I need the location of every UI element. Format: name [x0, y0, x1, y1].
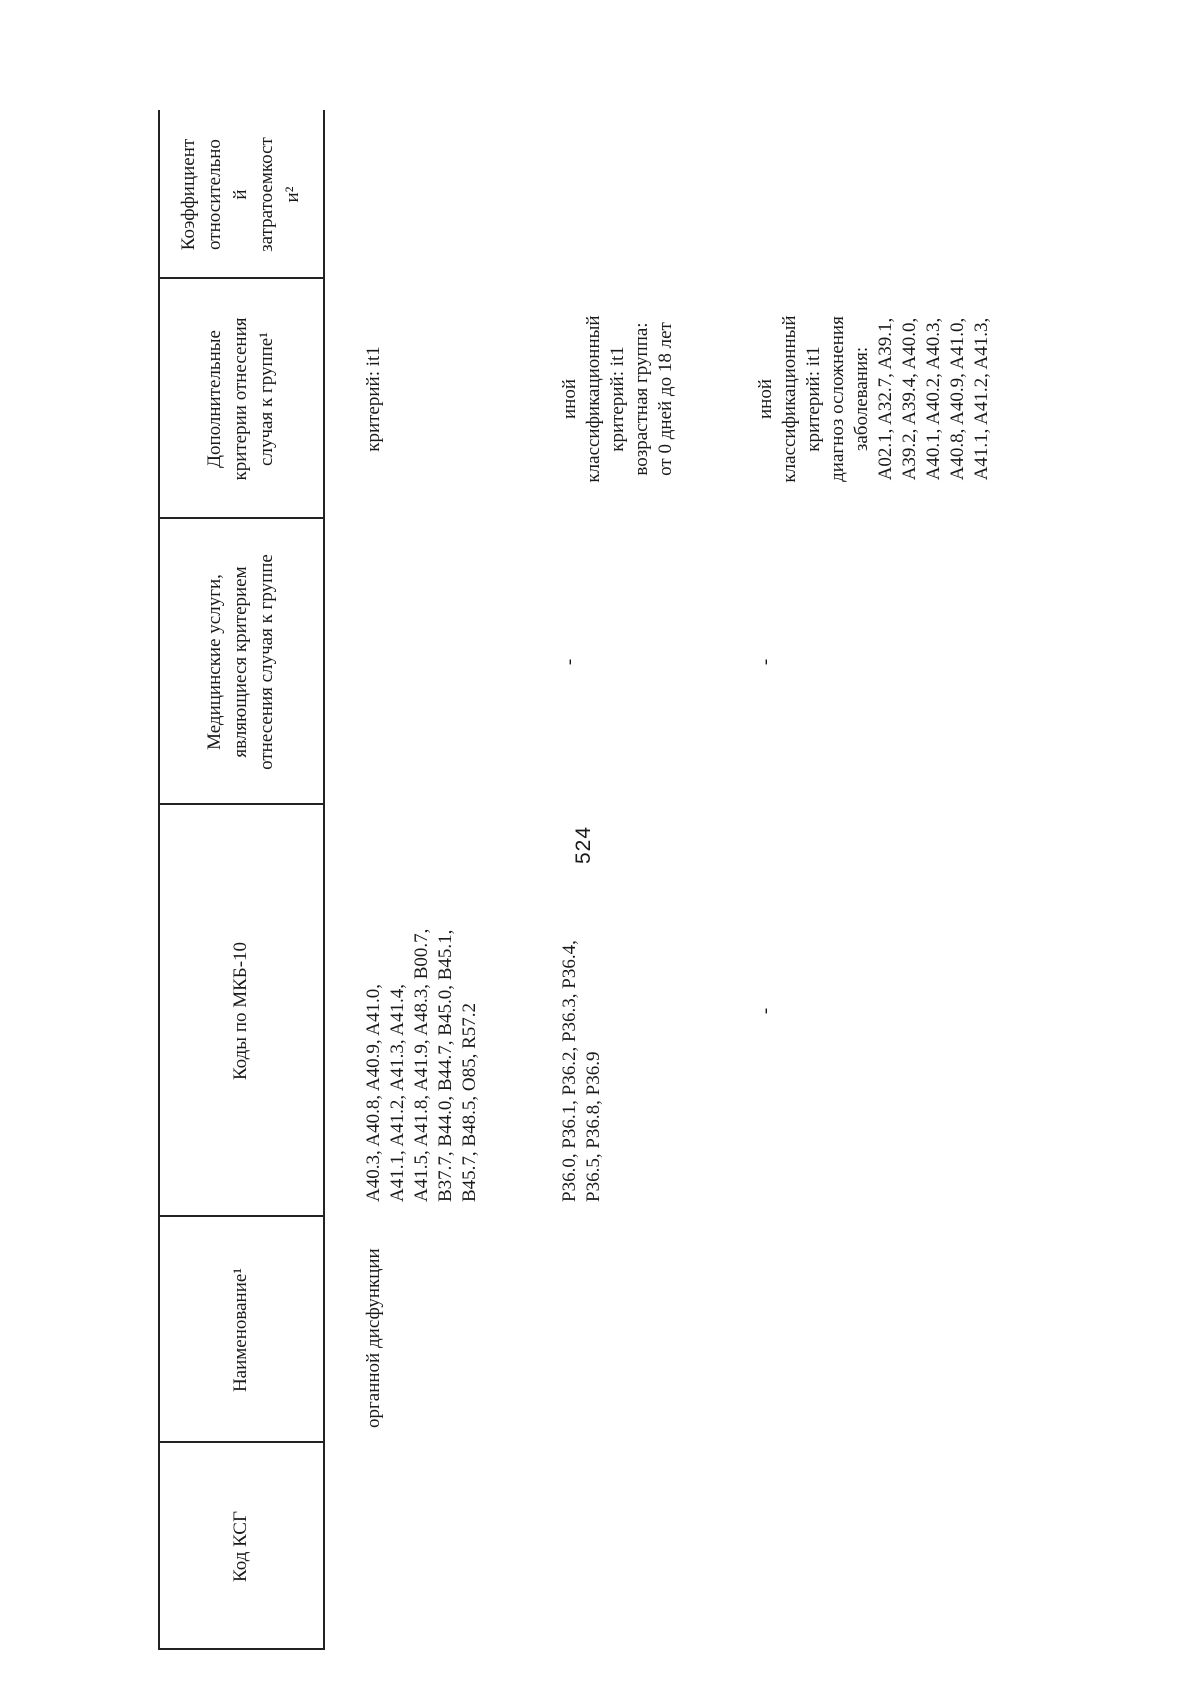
rotated-table [158, 110, 992, 1650]
row2-services: - [559, 658, 580, 666]
header-code: Код КСГ [229, 1511, 251, 1582]
header-icd: Коды по МКБ-10 [229, 941, 251, 1081]
row1-icd: A40.3, A40.8, A40.9, A41.0, A41.1, A41.2, A41.3, A41.4, A41.5, A41.8, A41.9, A48.3, B00.7, B37.7, B44.0, B44.7, B45.0, B45.1, B45.7, B48.5, O85, R57.2 [363, 928, 480, 1202]
page-number: 524 [572, 825, 595, 865]
row2-icd: P36.0, P36.1, P36.2, P36.3, P36.4, P36.5, P36.8, P36.9 [559, 940, 604, 1202]
header-criteria: Дополнительные критерии отнесения случая к группе¹ [203, 317, 277, 481]
row3-services: - [755, 658, 776, 666]
row3-icd: - [755, 1007, 776, 1015]
header-services: Медицинские услуги, являющиеся критерием отнесения случая к группе [203, 554, 277, 770]
header-bottom-rule [323, 110, 325, 1650]
header-name: Наименование¹ [229, 1267, 251, 1393]
row1-name: органной дисфункции [363, 1248, 384, 1428]
row3-criteria: иной классификационный критерий: it1 диагноз осложнения заболевания: A02.1, A32.7, A39.1, A39.2, A39.4, A40.0, A40.1, A40.2, A40.3, A40.8, A40.9, A41.0, A41.1, A41.2, A41.3, [755, 315, 992, 483]
row2-criteria: иной классификационный критерий: it1 возрастная группа: от 0 дней до 18 лет [559, 315, 676, 483]
row1-criteria: критерий: it1 [363, 346, 384, 452]
header-coef: Коэффициент относительно й затратоемкост и² [177, 137, 303, 252]
